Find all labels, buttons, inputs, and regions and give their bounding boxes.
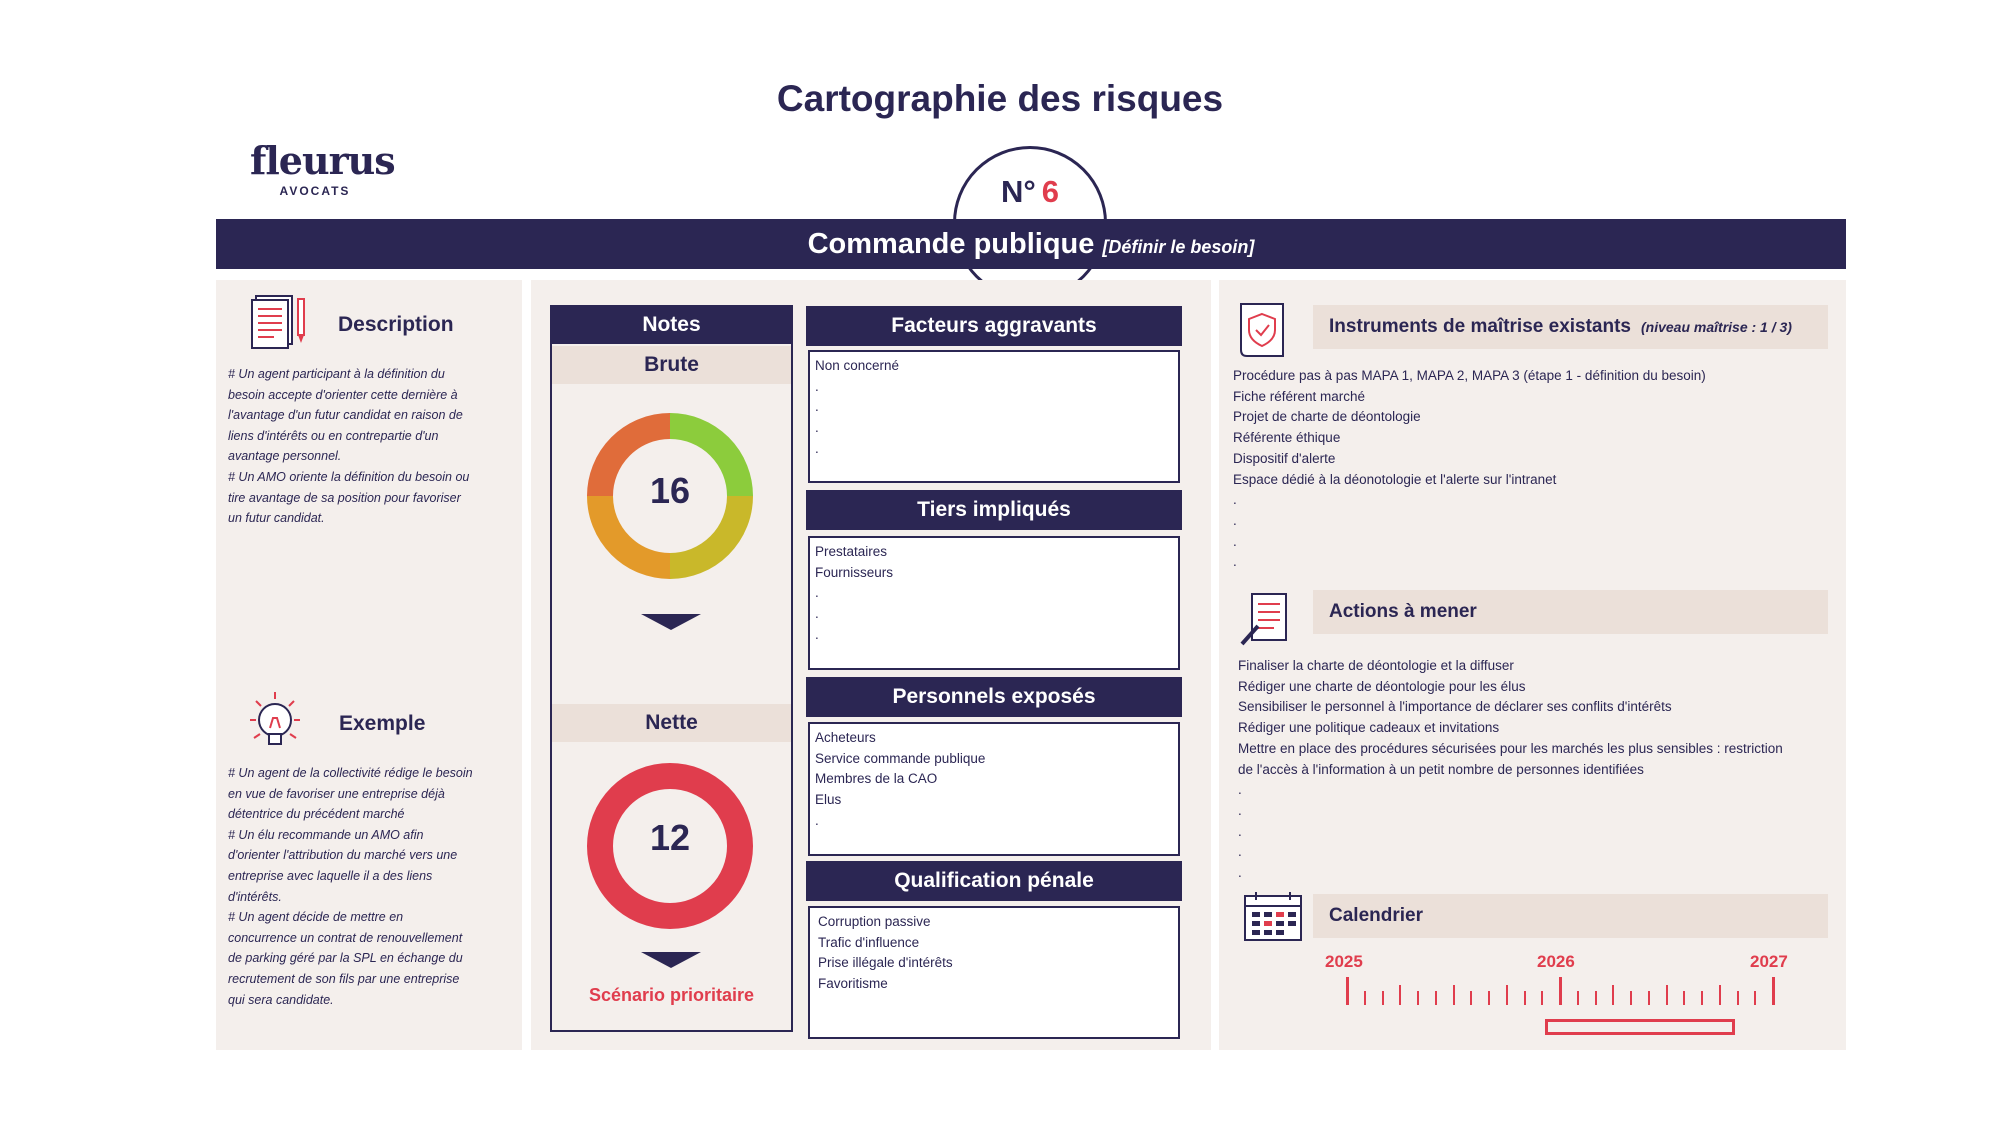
arrow-down-icon: [641, 614, 701, 630]
list-item: Sensibiliser le personnel à l'importance de déclarer ses conflits d'intérêts: [1238, 699, 1672, 715]
lightbulb-icon: [240, 688, 310, 754]
description-line: tire avantage de sa position pour favoriser: [228, 490, 461, 505]
list-item: Dispositif d'alerte: [1233, 450, 1336, 466]
timeline-tick: [1364, 991, 1366, 1005]
description-line: besoin accepte d'orienter cette dernière à: [228, 387, 458, 402]
exemple-line: # Un élu recommande un AMO afin: [228, 827, 424, 842]
timeline-tick: [1524, 991, 1526, 1005]
list-item: .: [1238, 802, 1242, 818]
exemple-line: recrutement de son fils par une entreprise: [228, 971, 460, 986]
list-item: .: [815, 585, 819, 601]
list-item: Trafic d'influence: [818, 934, 920, 950]
banner-subtitle: [Définir le besoin]: [1102, 237, 1255, 257]
shield-document-icon: [1233, 300, 1297, 362]
list-item: .: [815, 626, 819, 642]
list-item: .: [1238, 823, 1242, 839]
description-title: Description: [338, 313, 454, 336]
list-item: .: [815, 812, 819, 828]
timeline-tick: [1577, 991, 1579, 1005]
list-item: Projet de charte de déontologie: [1233, 409, 1421, 425]
banner-title: Commande publique: [807, 228, 1095, 260]
page-title: Cartographie des risques: [776, 78, 1224, 119]
instruments-title: Instruments de maîtrise existants: [1329, 316, 1631, 337]
timeline-tick: [1648, 991, 1650, 1005]
calendrier-title: Calendrier: [1329, 905, 1423, 926]
arrow-down-icon: [641, 952, 701, 968]
list-item: Fournisseurs: [815, 564, 894, 580]
list-item: Acheteurs: [815, 730, 876, 745]
instruments-level: (niveau maîtrise : 1 / 3): [1641, 319, 1792, 335]
list-item: Membres de la CAO: [815, 771, 938, 787]
list-item: Référente éthique: [1233, 430, 1341, 446]
notes-title: Notes: [550, 305, 793, 344]
list-item: .: [1233, 492, 1237, 508]
list-item: Espace dédié à la déonotologie et l'alerte sur l'intranet: [1233, 471, 1557, 487]
year-2026: 2026: [1537, 952, 1575, 971]
exemple-line: d'orienter l'attribution du marché vers une: [228, 848, 458, 863]
exemple-text: [228, 763, 473, 1010]
brute-label: Brute: [552, 346, 791, 384]
timeline-tick: [1683, 991, 1685, 1005]
risk-number-label: N°: [1000, 174, 1036, 209]
list-item: .: [1238, 865, 1242, 881]
risk-number-value: 6: [1041, 174, 1060, 209]
brute-score-value: 16: [649, 470, 691, 511]
description-line: liens d'intérêts ou en contrepartie d'un: [228, 428, 439, 443]
timeline-tick: [1435, 991, 1437, 1005]
exemple-line: qui sera candidate.: [228, 992, 334, 1007]
timeline-tick: [1772, 977, 1775, 1005]
actions-title: Actions à mener: [1329, 601, 1477, 622]
timeline-tick: [1666, 985, 1668, 1005]
calendar-period-range: [1545, 1019, 1735, 1035]
year-2025: 2025: [1325, 952, 1363, 971]
actions-list: [1238, 656, 1783, 884]
list-item: .: [1238, 782, 1242, 798]
description-text: [228, 364, 469, 529]
timeline-tick: [1453, 985, 1455, 1005]
instruments-header: [1313, 305, 1828, 349]
list-item: Rédiger une charte de déontologie pour les élus: [1238, 678, 1526, 694]
timeline-tick: [1346, 977, 1349, 1005]
list-item: de l'accès à l'information à un petit nombre de personnes identifiées: [1238, 761, 1644, 777]
exemple-line: en vue de favoriser une entreprise déjà: [228, 786, 445, 801]
timeline-tick: [1382, 991, 1384, 1005]
personnels-title: Personnels exposés: [806, 677, 1182, 717]
list-item: Prestataires: [815, 544, 888, 559]
timeline-tick: [1612, 985, 1614, 1005]
facteurs-box: [808, 350, 1180, 483]
year-2027: 2027: [1750, 952, 1788, 971]
exemple-title: Exemple: [339, 712, 426, 735]
scenario-label: Scénario prioritaire: [588, 985, 755, 1005]
timeline-tick: [1719, 985, 1721, 1005]
list-item: .: [1233, 512, 1237, 528]
nette-label: Nette: [552, 704, 791, 742]
list-item: Service commande publique: [815, 750, 986, 766]
list-item: .: [815, 440, 819, 456]
list-item: .: [815, 378, 819, 394]
timeline-tick: [1630, 991, 1632, 1005]
checklist-icon: [1236, 588, 1294, 650]
tiers-box: [808, 536, 1180, 670]
list-item: .: [815, 420, 819, 436]
timeline-tick: [1737, 991, 1739, 1005]
list-item: Prise illégale d'intérêts: [818, 955, 953, 971]
timeline-tick: [1754, 991, 1756, 1005]
list-item: .: [815, 399, 819, 415]
exemple-line: concurrence un contrat de renouvellement: [228, 930, 463, 945]
list-item: Rédiger une politique cadeaux et invitations: [1238, 720, 1500, 736]
list-item: Elus: [815, 792, 842, 808]
exemple-line: # Un agent décide de mettre en: [228, 910, 404, 925]
category-banner: [216, 219, 1846, 269]
tiers-title: Tiers impliqués: [806, 490, 1182, 530]
facteurs-title: Facteurs aggravants: [806, 306, 1182, 346]
list-item: Fiche référent marché: [1233, 388, 1366, 404]
logo: [250, 138, 395, 198]
qualification-box: [808, 906, 1180, 1039]
description-line: l'avantage d'un futur candidat en raison de: [228, 408, 463, 423]
list-item: Favoritisme: [818, 976, 888, 992]
list-item: .: [1233, 554, 1237, 570]
risk-number: [953, 174, 1107, 210]
timeline-tick: [1559, 977, 1562, 1005]
exemple-line: de parking géré par la SPL en échange du: [228, 951, 463, 966]
list-item: Finaliser la charte de déontologie et la diffuser: [1238, 658, 1514, 673]
timeline-tick: [1506, 985, 1508, 1005]
description-line: # Un AMO oriente la définition du besoin ou: [228, 469, 470, 484]
exemple-line: # Un agent de la collectivité rédige le besoin: [228, 766, 473, 780]
actions-header: [1313, 590, 1828, 634]
timeline-tick: [1399, 985, 1401, 1005]
list-item: Non concerné: [815, 358, 900, 373]
calendrier-header: [1313, 894, 1828, 938]
timeline-tick: [1488, 991, 1490, 1005]
logo-word: fleurus: [250, 138, 395, 183]
list-item: Corruption passive: [818, 914, 931, 929]
list-item: .: [815, 606, 819, 622]
personnels-box: [808, 722, 1180, 856]
list-item: .: [1238, 844, 1242, 860]
timeline-tick: [1595, 991, 1597, 1005]
timeline-tick: [1701, 991, 1703, 1005]
description-line: un futur candidat.: [228, 511, 325, 526]
calendar-icon: [1242, 890, 1304, 942]
document-icon: [248, 293, 312, 349]
timeline-tick: [1470, 991, 1472, 1005]
timeline-tick: [1417, 991, 1419, 1005]
qualification-title: Qualification pénale: [806, 861, 1182, 901]
logo-subtitle: AVOCATS: [279, 184, 351, 198]
nette-score-value: 12: [649, 817, 691, 858]
description-line: avantage personnel.: [228, 449, 342, 464]
list-item: .: [1233, 533, 1237, 549]
list-item: Mettre en place des procédures sécurisées pour les marchés les plus sensibles : restriction: [1238, 740, 1783, 756]
timeline-tick: [1541, 991, 1543, 1005]
exemple-line: entreprise avec laquelle il a des liens: [228, 868, 433, 883]
exemple-line: d'intérêts.: [228, 889, 282, 904]
instruments-list: [1233, 366, 1706, 573]
description-line: # Un agent participant à la définition du: [228, 367, 445, 381]
exemple-line: détentrice du précédent marché: [228, 807, 405, 822]
list-item: Procédure pas à pas MAPA 1, MAPA 2, MAPA 3 (étape 1 - définition du besoin): [1233, 368, 1706, 383]
